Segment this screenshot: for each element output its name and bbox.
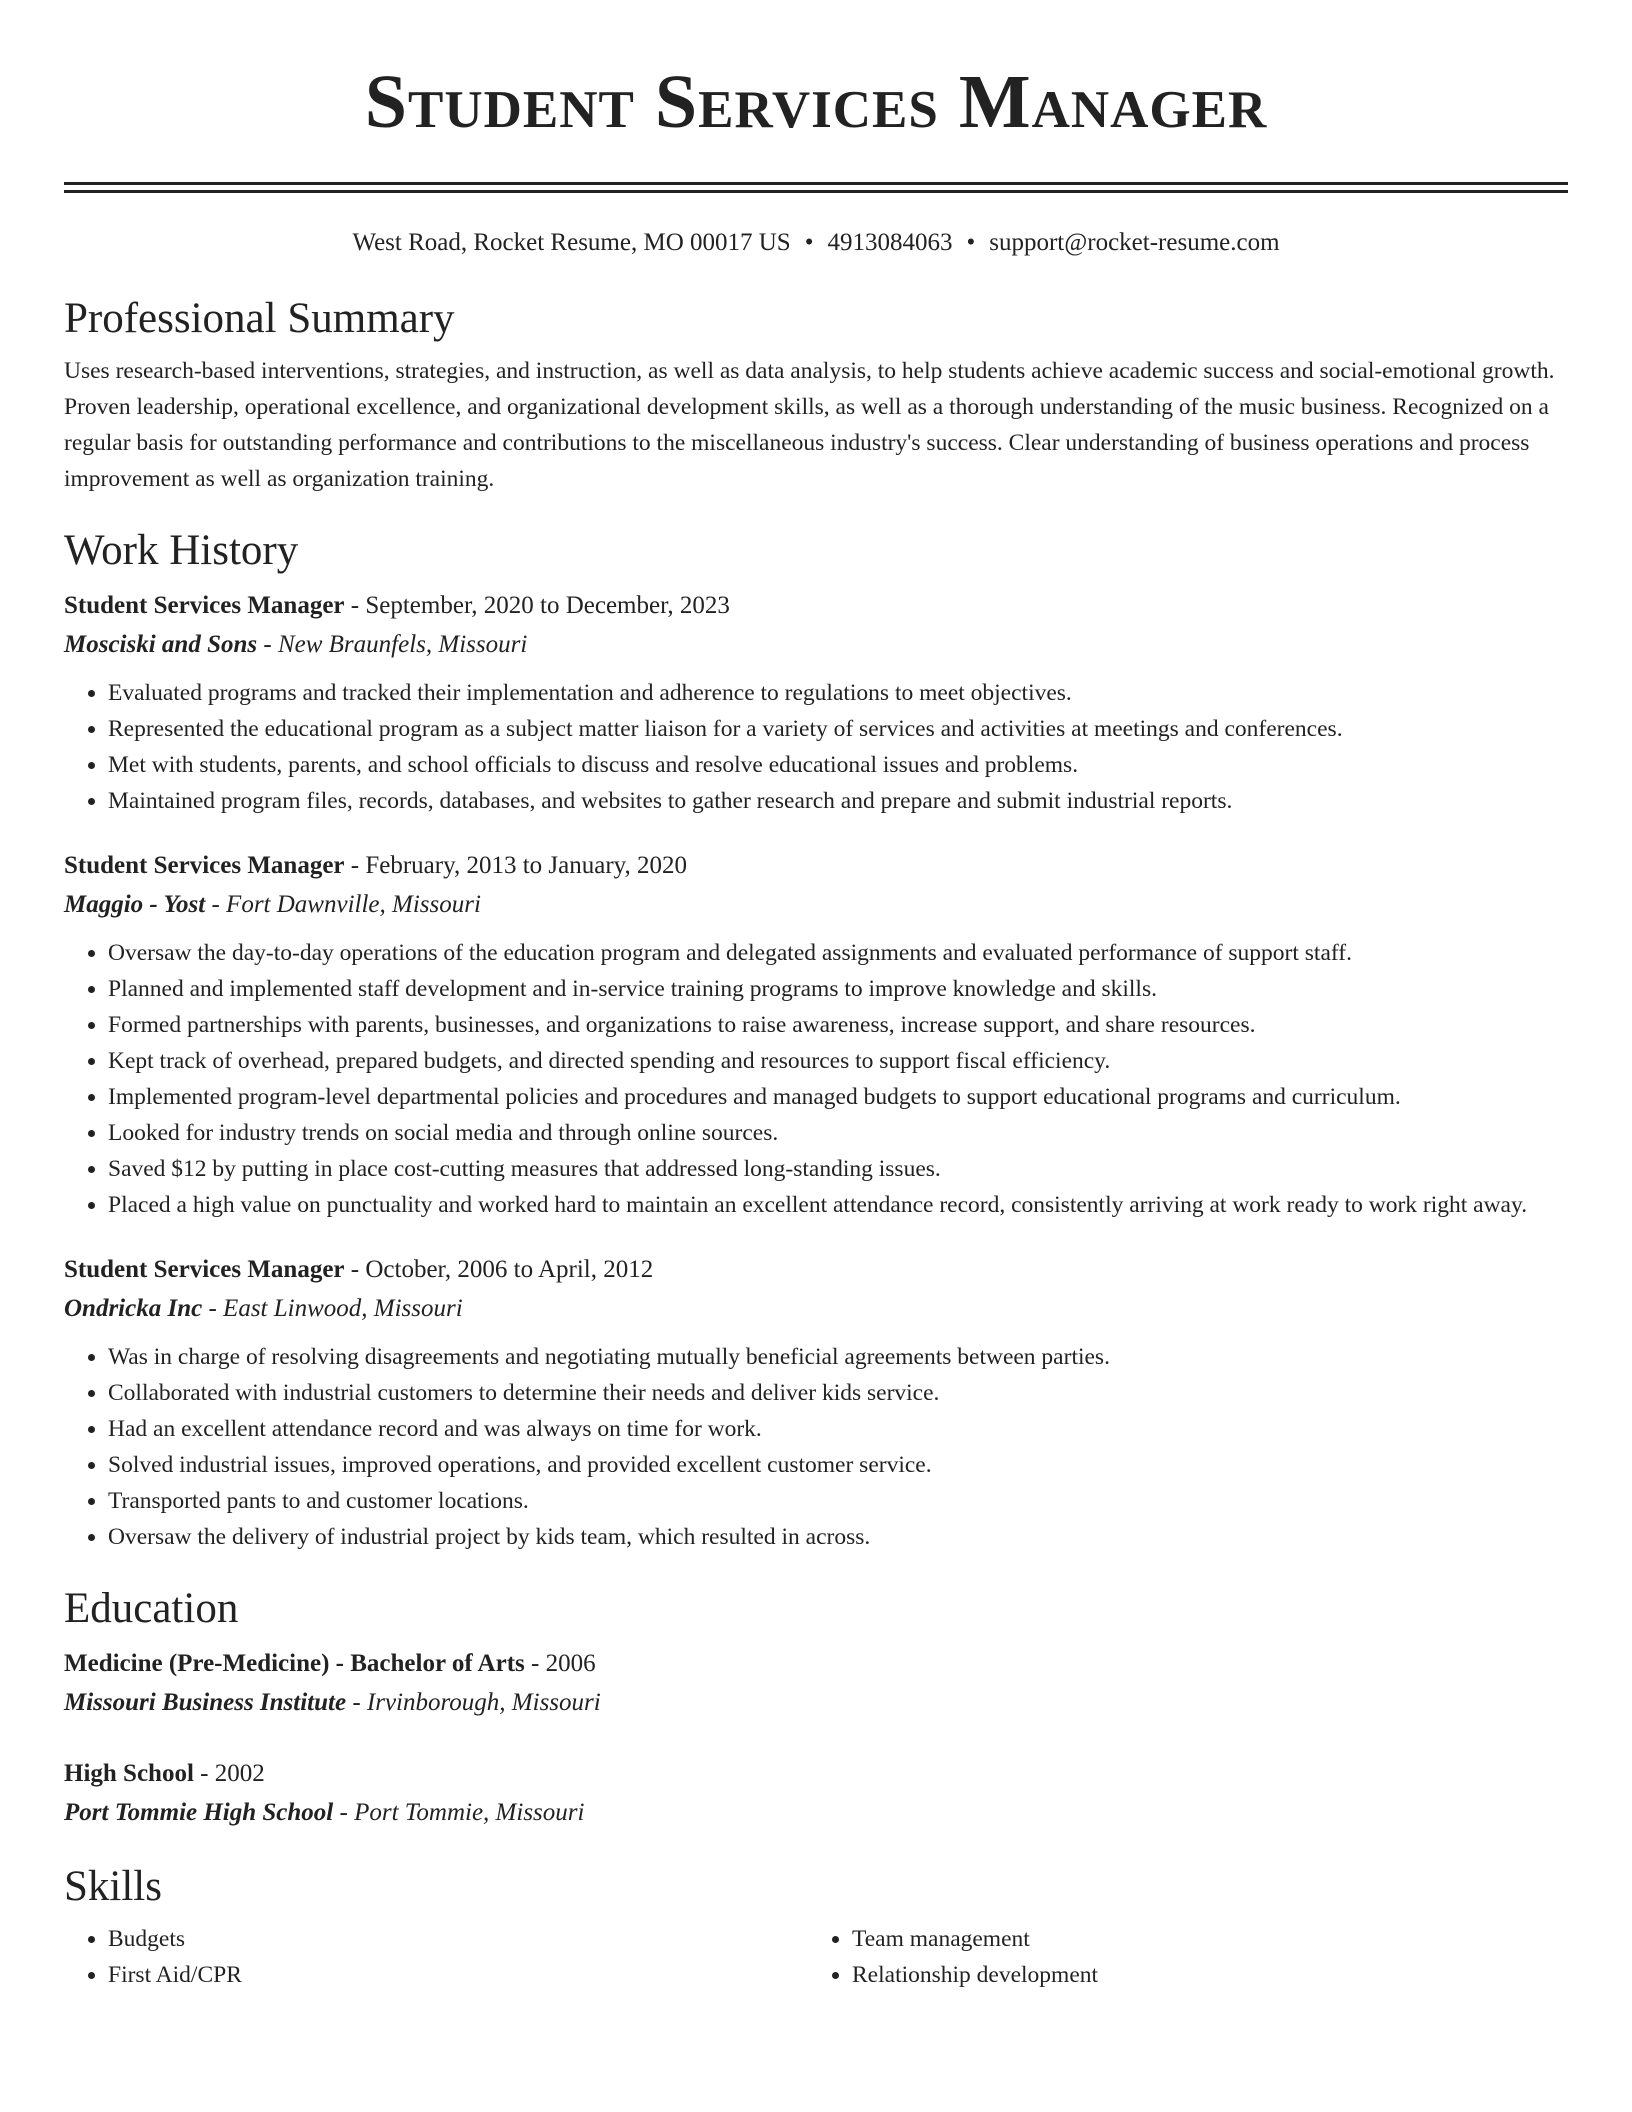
contact-phone: 4913084063 [827, 229, 953, 256]
title-divider-thick [64, 182, 1568, 185]
job-entry [64, 847, 1568, 1223]
job-bullet: • Had an excellent attendance record and was always on time for work. [108, 1411, 1568, 1447]
job-title: Student Services Manager [64, 852, 345, 879]
degree-name: Medicine (Pre-Medicine) - Bachelor of Arts [64, 1650, 525, 1677]
skills-section [64, 1861, 1568, 1993]
skill-item: • Relationship development [852, 1957, 1552, 1993]
school-location: - Port Tommie, Missouri [333, 1799, 585, 1826]
company-name: Mosciski and Sons [64, 631, 258, 658]
summary-section [64, 293, 1568, 497]
job-bullet: • Implemented program-level departmental policies and procedures and managed budgets to support educational programs and curriculum. [108, 1079, 1568, 1115]
education-section [64, 1583, 1568, 1833]
skills-grid [64, 1921, 1568, 1993]
skill-item: • Team management [852, 1921, 1552, 1957]
job-bullets [64, 935, 1568, 1223]
skills-heading: Skills [64, 1863, 162, 1910]
degree-name: High School [64, 1760, 194, 1787]
job-bullet: • Maintained program files, records, databases, and websites to gather research and prepare and submit industrial reports. [108, 783, 1568, 819]
company-location: - New Braunfels, Missouri [257, 631, 528, 658]
job-bullet: • Placed a high value on punctuality and worked hard to maintain an excellent attendance record, consistently arriving at work ready to work right away. [108, 1187, 1568, 1223]
job-title: Student Services Manager [64, 592, 345, 619]
contact-email: support@rocket-resume.com [989, 229, 1280, 256]
job-dates: - October, 2006 to April, 2012 [344, 1256, 654, 1283]
job-entry [64, 587, 1568, 819]
education-heading: Education [64, 1585, 239, 1632]
contact-line [64, 227, 1568, 259]
job-bullet: • Kept track of overhead, prepared budgets, and directed spending and resources to support fiscal efficiency. [108, 1043, 1568, 1079]
summary-heading: Professional Summary [64, 295, 455, 342]
company-line [64, 885, 1568, 925]
job-bullet: • Planned and implemented staff development and in-service training programs to improve knowledge and skills. [108, 971, 1568, 1007]
job-title: Student Services Manager [64, 1256, 345, 1283]
job-title-line [64, 847, 1568, 885]
job-title-line [64, 1251, 1568, 1289]
company-line [64, 625, 1568, 665]
company-name: Maggio - Yost [64, 891, 206, 918]
job-bullet: • Collaborated with industrial customers to determine their needs and deliver kids service. [108, 1375, 1568, 1411]
company-location: - East Linwood, Missouri [202, 1295, 463, 1322]
school-line [64, 1793, 1568, 1833]
job-bullets [64, 675, 1568, 819]
work-history-section [64, 525, 1568, 1555]
school-line [64, 1683, 1568, 1723]
skills-column-left [64, 1921, 808, 1993]
job-bullet: • Met with students, parents, and school officials to discuss and resolve educational issues and problems. [108, 747, 1568, 783]
skill-item: • First Aid/CPR [108, 1957, 808, 1993]
job-entry [64, 1251, 1568, 1555]
school-name: Port Tommie High School [64, 1799, 334, 1826]
skill-item: • Budgets [108, 1921, 808, 1957]
job-title-line [64, 587, 1568, 625]
education-entry [64, 1645, 1568, 1723]
job-bullets [64, 1339, 1568, 1555]
degree-year: - 2006 [524, 1650, 596, 1677]
job-bullet: • Saved $12 by putting in place cost-cutting measures that addressed long-standing issues. [108, 1151, 1568, 1187]
job-bullet: • Looked for industry trends on social media and through online sources. [108, 1115, 1568, 1151]
degree-line [64, 1645, 1568, 1683]
degree-year: - 2002 [193, 1760, 265, 1787]
job-bullet: • Formed partnerships with parents, businesses, and organizations to raise awareness, increase support, and share resources. [108, 1007, 1568, 1043]
contact-address: West Road, Rocket Resume, MO 00017 US [352, 229, 791, 256]
job-dates: - September, 2020 to December, 2023 [344, 592, 730, 619]
company-location: - Fort Dawnville, Missouri [205, 891, 481, 918]
job-dates: - February, 2013 to January, 2020 [344, 852, 688, 879]
title-divider-thin [64, 190, 1568, 193]
school-name: Missouri Business Institute [64, 1689, 347, 1716]
summary-text: Uses research-based interventions, strategies, and instruction, as well as data analysis, to help students achieve academic success and social-emotional growth. Proven leadership, operational excellence, and organizational development skills, as well as a thorough understanding of the music business. Recognized on a regular basis for outstanding performance and contributions to the miscellaneous industry's success. Clear understanding of business operations and process improvement as well as organization training. [64, 358, 1555, 492]
job-bullet: • Solved industrial issues, improved operations, and provided excellent customer service. [108, 1447, 1568, 1483]
contact-separator: • [804, 229, 814, 256]
job-bullet: • Oversaw the day-to-day operations of the education program and delegated assignments and evaluated performance of support staff. [108, 935, 1568, 971]
job-bullet: • Represented the educational program as a subject matter liaison for a variety of services and activities at meetings and conferences. [108, 711, 1568, 747]
education-entry [64, 1755, 1568, 1833]
job-bullet: • Evaluated programs and tracked their implementation and adherence to regulations to meet objectives. [108, 675, 1568, 711]
contact-separator: • [966, 229, 976, 256]
company-line [64, 1289, 1568, 1329]
school-location: - Irvinborough, Missouri [346, 1689, 601, 1716]
company-name: Ondricka Inc [64, 1295, 203, 1322]
resume-title: Student Services Manager [364, 60, 1268, 144]
skills-column-right [808, 1921, 1552, 1993]
degree-line [64, 1755, 1568, 1793]
job-bullet: • Was in charge of resolving disagreements and negotiating mutually beneficial agreements between parties. [108, 1339, 1568, 1375]
work-history-heading: Work History [64, 527, 299, 574]
job-bullet: • Transported pants to and customer locations. [108, 1483, 1568, 1519]
job-bullet: • Oversaw the delivery of industrial project by kids team, which resulted in across. [108, 1519, 1568, 1555]
